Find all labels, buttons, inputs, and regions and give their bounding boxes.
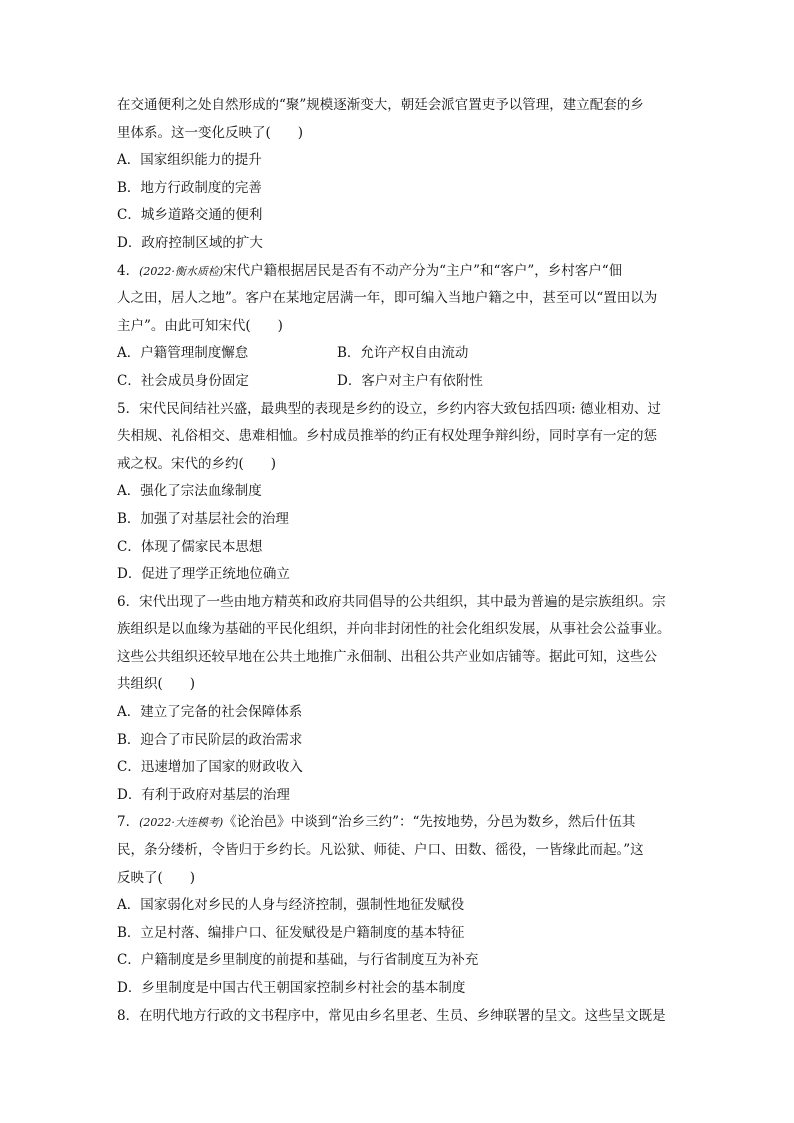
question-5	[117, 396, 679, 589]
question-stem-text: 《论治邑》中谈到“治乡三约”：“先按地势，分邑为数乡，然后什伍其	[223, 814, 636, 831]
question-stem-line	[117, 809, 679, 837]
option-a[interactable]: A．强化了宗法血缘制度	[117, 483, 262, 500]
question-stem-line: 人之田，居人之地”。客户在某地定居满一年，即可编入当地户籍之中，甚至可以“置田以为	[117, 290, 658, 307]
question-7	[117, 809, 679, 1002]
question-6	[117, 589, 679, 810]
option-c[interactable]: C．户籍制度是乡里制度的前提和基础，与行省制度互为补充	[117, 952, 479, 969]
question-stem-line: 6．宋代出现了一些由地方精英和政府共同倡导的公共组织，其中最为普遍的是宗族组织。宗	[117, 593, 666, 610]
question-stem-line: 失相规、礼俗相交、患难相恤。乡村成员推举的约正有权处理争辩纠纷，同时享有一定的惩	[117, 428, 657, 445]
question-stem-text: 宋代户籍根据居民是否有不动产分为“主户”和“客户”，乡村客户“佃	[223, 262, 623, 279]
option-a[interactable]: A．户籍管理制度懈怠	[117, 345, 249, 362]
option-d[interactable]: D．促进了理学正统地位确立	[117, 566, 290, 583]
question-list	[117, 92, 679, 1030]
question-stem-line	[117, 258, 679, 286]
question-stem-line: 里体系。这一变化反映了( )	[117, 124, 304, 141]
option-c[interactable]: C．体现了儒家民本思想	[117, 538, 263, 555]
question-number: 4．	[117, 262, 140, 279]
question-stem-line: 反映了( )	[117, 869, 196, 886]
option-c[interactable]: C．迅速增加了国家的财政收入	[117, 759, 303, 776]
question-stem-line: 8．在明代地方行政的文书程序中，常见由乡名里老、生员、乡绅联署的呈文。这些呈文既是	[117, 1007, 666, 1024]
option-c[interactable]: C．城乡道路交通的便利	[117, 207, 263, 224]
question-source-tag: (2022·大连模考)	[139, 816, 224, 830]
question-3	[117, 92, 679, 258]
question-stem-line: 在交通便利之处自然形成的“聚”规模逐渐变大，朝廷会派官置吏予以管理，建立配套的乡	[117, 97, 644, 113]
question-8	[117, 1003, 679, 1031]
option-d[interactable]: D．政府控制区域的扩大	[117, 234, 263, 251]
question-stem-line: 主户”。由此可知宋代( )	[117, 317, 283, 334]
option-d[interactable]: D．乡里制度是中国古代王朝国家控制乡村社会的基本制度	[117, 980, 466, 996]
question-number: 7．	[117, 814, 140, 831]
question-stem-line: 戒之权。宋代的乡约( )	[117, 455, 277, 472]
option-b[interactable]: B．立足村落、编排户口、征发赋役是户籍制度的基本特征	[117, 924, 465, 941]
option-d[interactable]: D．有利于政府对基层的治理	[117, 786, 290, 803]
question-stem-line: 共组织( )	[117, 676, 196, 693]
option-row	[117, 340, 679, 368]
question-stem-line: 民，条分缕析，令皆归于乡约长。凡讼狱、师徒、户口、田数、徭役，一皆缘此而起。”这	[117, 842, 644, 859]
option-row	[117, 368, 679, 396]
option-a[interactable]: A．建立了完备的社会保障体系	[117, 704, 303, 721]
question-stem-line: 这些公共组织还较早地在公共土地推广永佃制、出租公共产业如店铺等。据此可知，这些公	[117, 648, 657, 665]
question-stem-line: 族组织是以血缘为基础的平民化组织，并向非封闭性的社会化组织发展，从事社会公益事业。	[117, 621, 671, 638]
question-stem-line: 5．宋代民间结社兴盛，最典型的表现是乡约的设立，乡约内容大致包括四项: 德业相劝、过	[117, 400, 661, 417]
question-4	[117, 258, 679, 396]
option-b[interactable]: B．加强了对基层社会的治理	[117, 510, 289, 527]
option-b[interactable]: B．迎合了市民阶层的政治需求	[117, 731, 303, 748]
option-d[interactable]: D．客户对主户有依附性	[337, 372, 483, 389]
option-a[interactable]: A．国家弱化对乡民的人身与经济控制，强制性地征发赋役	[117, 897, 465, 914]
option-a[interactable]: A．国家组织能力的提升	[117, 152, 262, 169]
option-b[interactable]: B．允许产权自由流动	[337, 345, 469, 362]
question-source-tag: (2022·衡水质检)	[139, 264, 224, 278]
option-c[interactable]: C．社会成员身份固定	[117, 372, 249, 389]
option-b[interactable]: B．地方行政制度的完善	[117, 179, 262, 196]
